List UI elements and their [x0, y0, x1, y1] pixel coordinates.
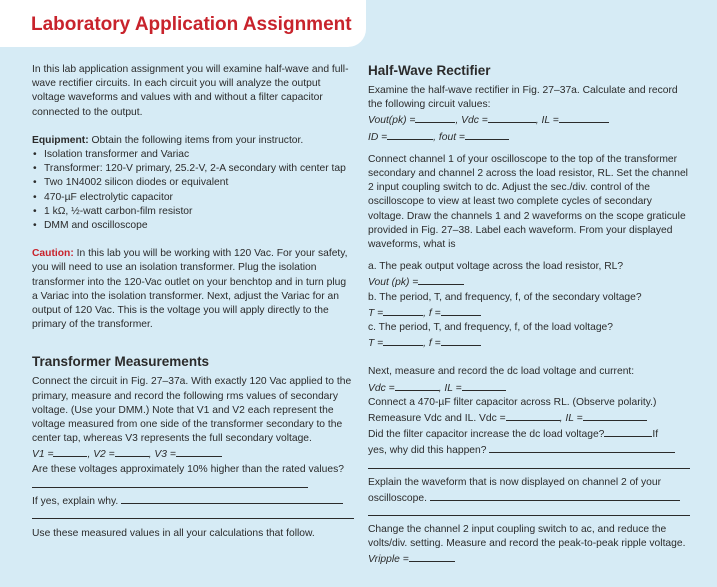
list-item: • Isolation transformer and Variac [32, 148, 354, 162]
question-a-field-row [368, 274, 690, 290]
vdc2-label: Vdc = [368, 382, 395, 394]
il3-field[interactable] [583, 410, 647, 421]
page-title: Laboratory Application Assignment [31, 14, 352, 35]
list-item: • 470-µF electrolytic capacitor [32, 191, 354, 205]
v3-field[interactable] [176, 446, 222, 457]
f-label: , f = [423, 307, 441, 319]
why-row [368, 442, 690, 458]
t-field[interactable] [383, 335, 423, 346]
answer-line[interactable] [368, 506, 690, 516]
il2-field[interactable] [462, 380, 506, 391]
f-field[interactable] [441, 305, 481, 316]
equipment-list [32, 148, 354, 233]
right-column [368, 63, 690, 568]
v1-label: V1 = [32, 449, 54, 461]
intro-paragraph: In this lab application assignment you will examine half-wave and full-wave rectifier circuits. In each circuit you will analyze the output voltage waveforms and values with and without a filter capacitor connected to the output. [32, 64, 349, 118]
did-text: Did the filter capacitor increase the dc load voltage? [368, 429, 605, 441]
fout-field[interactable] [465, 129, 509, 140]
explain-row [368, 476, 690, 506]
list-item: • 1 kΩ, ½-watt carbon-film resistor [32, 205, 354, 219]
question-explain-text: If yes, explain why. [32, 496, 119, 508]
il-field[interactable] [559, 112, 609, 123]
equipment-text: Obtain the following items from your instructor. [91, 134, 304, 146]
half-wave-intro: Examine the half-wave rectifier in Fig. 27–37a. Calculate and record the following circuit values: [368, 85, 678, 111]
equipment-label: Equipment: [32, 134, 89, 146]
id-label: ID = [368, 131, 388, 143]
transformer-heading: Transformer Measurements [32, 354, 210, 370]
voltage-fields [32, 446, 354, 462]
answer-line[interactable] [32, 509, 354, 519]
v3-label: , V3 = [148, 449, 176, 461]
question-explain [32, 493, 354, 509]
explain-answer-field[interactable] [121, 493, 343, 504]
if-text: If [652, 429, 659, 441]
v2-field[interactable] [115, 446, 149, 457]
vripple-label: Vripple = [368, 554, 409, 566]
footer-note: Use these measured values in all your calculations that follow. [32, 528, 315, 540]
capacitor-paragraph: Connect a 470-µF filter capacitor across RL. (Observe polarity.) [368, 396, 657, 408]
id-field[interactable] [387, 129, 433, 140]
list-item: • DMM and oscilloscope [32, 219, 354, 233]
caution-label: Caution: [32, 248, 74, 260]
il-label: , IL = [535, 115, 559, 127]
dc-fields-row [368, 380, 690, 396]
question-c-field-row [368, 335, 690, 351]
t-field[interactable] [383, 305, 423, 316]
half-wave-heading: Half-Wave Rectifier [368, 63, 491, 78]
qa-label: Vout (pk) = [368, 277, 419, 289]
connect-paragraph: Connect channel 1 of your oscilloscope to the top of the transformer secondary and channel 2 across the load resistor, RL. Set the channel 2 input coupling switch to dc. Adjust the sec./div. control of the oscilloscope to view at least two complete cycles of secondary voltage. Draw the channels 1 and 2 waveforms on the scope graticule provided in Fig. 27–38. Label each waveform. From your displayed waveforms, what is [368, 153, 688, 251]
measure-paragraph: Connect the circuit in Fig. 27–37a. With exactly 120 Vac applied to the primary, measure and record the following rms values of secondary voltage. (Use your DMM.) Note that V1 and V2 each represent the voltage measured from one side of the transformer secondary to the center tap, whereas V3 represents the full secondary voltage. [32, 376, 352, 445]
change-row [368, 523, 690, 568]
vout-pk-field[interactable] [415, 112, 455, 123]
question-rated-text: Are these voltages approximately 10% higher than the rated values? [32, 463, 344, 475]
question-a: a. The peak output voltage across the load resistor, RL? [368, 261, 624, 273]
vdc-label: , Vdc = [455, 115, 488, 127]
question-b: b. The period, T, and frequency, f, of the secondary voltage? [368, 291, 642, 303]
vripple-field[interactable] [409, 551, 455, 562]
list-item: • Transformer: 120-V primary, 25.2-V, 2-A secondary with center tap [32, 162, 354, 176]
explain-field[interactable] [430, 490, 680, 501]
list-item: • Two 1N4002 silicon diodes or equivalent [32, 176, 354, 190]
il2-label: , IL = [438, 382, 462, 394]
vdc2-field[interactable] [395, 380, 439, 391]
vdc3-field[interactable] [506, 410, 560, 421]
equipment-paragraph [32, 134, 354, 148]
fout-label: , fout = [433, 131, 465, 143]
remeasure-row [368, 410, 690, 426]
caution-text: In this lab you will be working with 120 Vac. For your safety, you will need to use an isolation transformer. Plug the isolation transformer into the 120-Vac outlet on your benchtop and in turn plug a Variac into the isolation transformer. Next, adjust the Variac for an output of 120 Vac. This is the voltage you will apply directly to the primary of the transformer. [32, 248, 348, 331]
question-rated [32, 463, 354, 493]
calc-fields-row1 [368, 112, 690, 128]
why-text: yes, why did this happen? [368, 445, 487, 457]
t-label: T = [368, 338, 384, 350]
did-row [368, 426, 690, 442]
vout-pk-label: Vout(pk) = [368, 115, 416, 127]
change-text: Change the channel 2 input coupling switch to ac, and reduce the volts/div. setting. Measure and record the peak-to-peak ripple voltage. [368, 524, 686, 550]
question-b-field-row [368, 305, 690, 321]
why-field[interactable] [489, 442, 675, 453]
v2-label: , V2 = [87, 449, 115, 461]
left-column [32, 63, 354, 541]
t-label: T = [368, 307, 384, 319]
qa-field[interactable] [418, 274, 464, 285]
f-label: , f = [423, 338, 441, 350]
next-paragraph: Next, measure and record the dc load voltage and current: [368, 366, 635, 378]
answer-line[interactable] [368, 459, 690, 469]
f-field[interactable] [441, 335, 481, 346]
calc-fields-row2 [368, 129, 690, 145]
vdc-field[interactable] [488, 112, 536, 123]
remeasure-text: Remeasure Vdc and IL. Vdc = [368, 413, 506, 425]
v1-field[interactable] [53, 446, 87, 457]
question-c: c. The period, T, and frequency, f, of the load voltage? [368, 322, 613, 334]
il3-label: , IL = [559, 413, 583, 425]
caution-paragraph [32, 247, 354, 332]
explain-text: Explain the waveform that is now displayed on channel 2 of your oscilloscope. [368, 476, 662, 504]
did-field[interactable] [604, 426, 652, 437]
rated-answer-field[interactable] [32, 477, 308, 488]
